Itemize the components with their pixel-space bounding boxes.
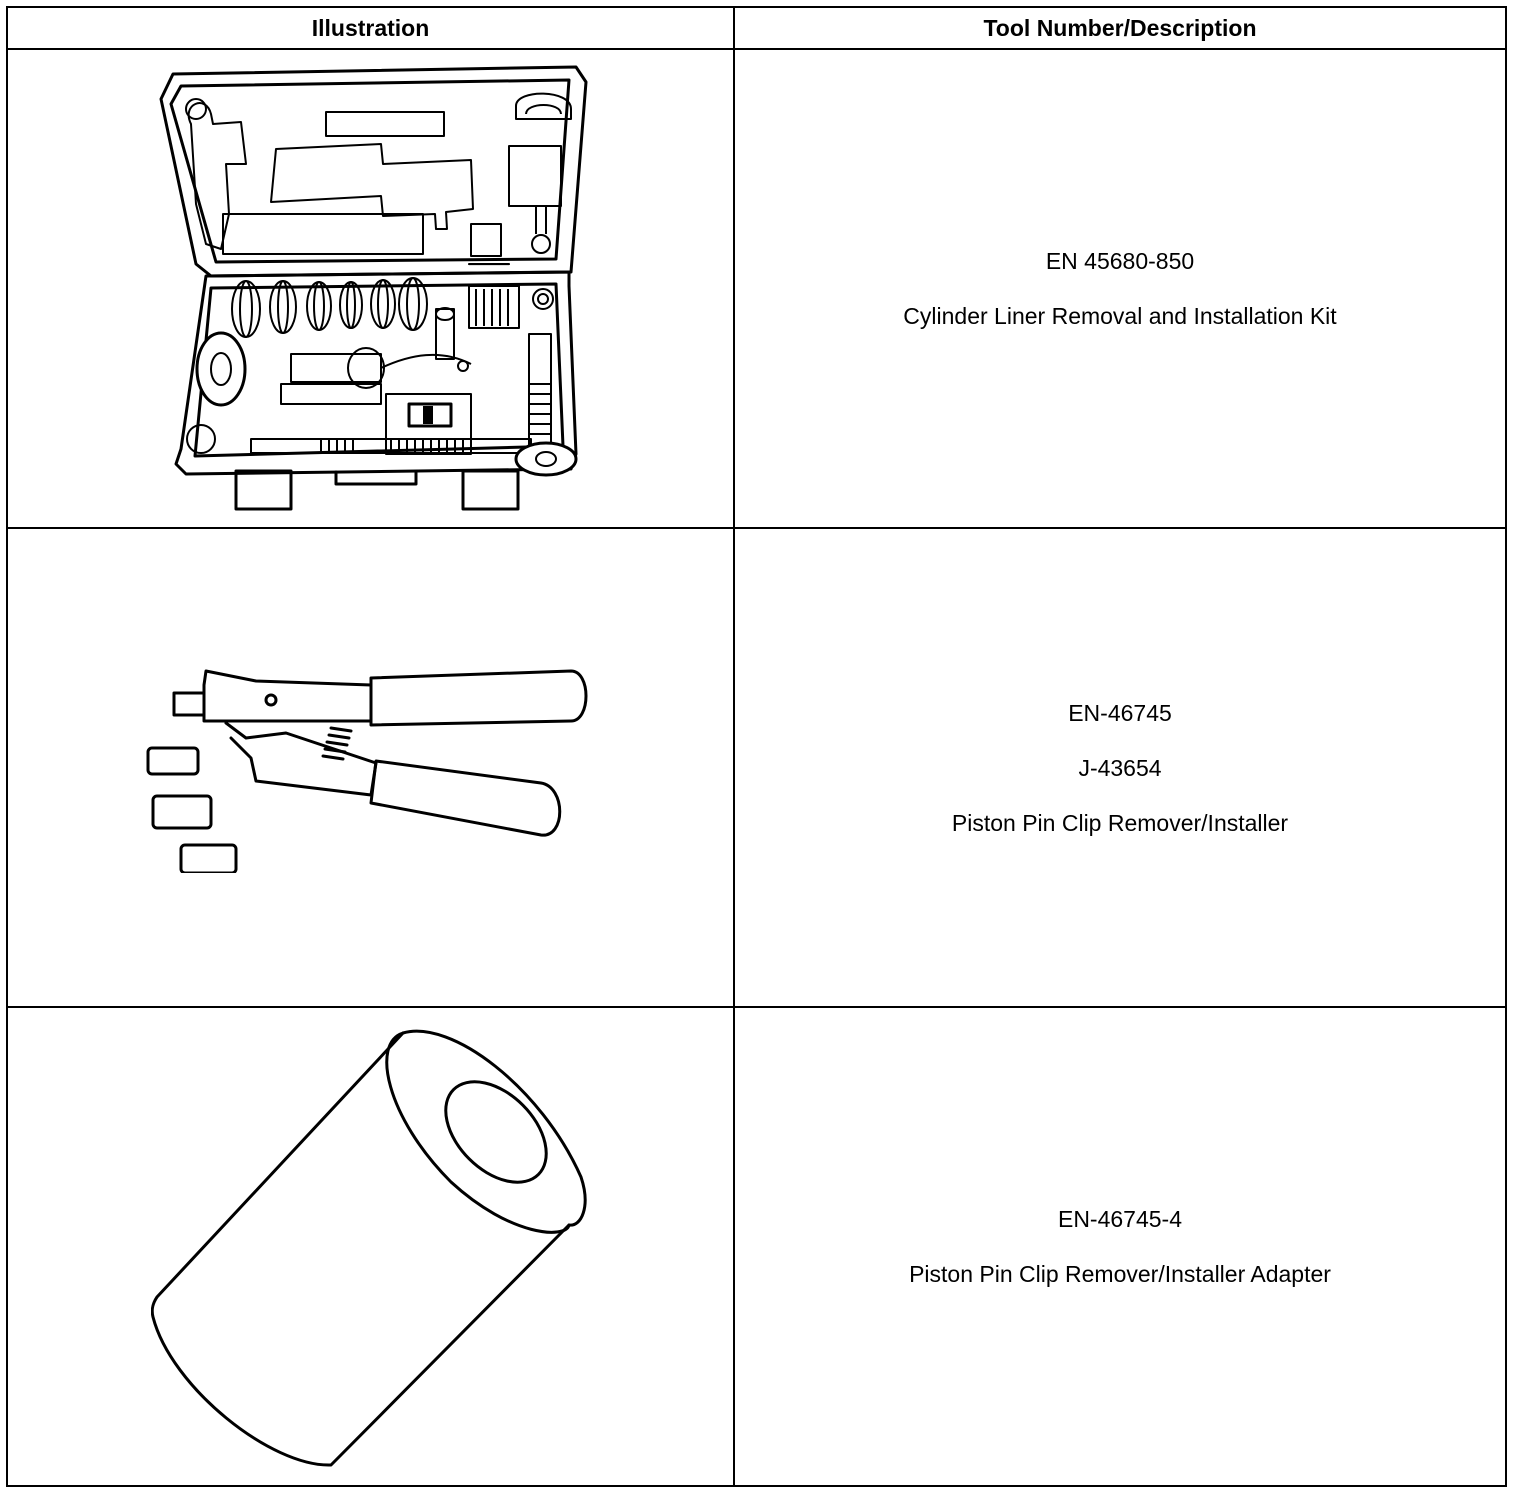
illustration-header: Illustration (7, 7, 734, 49)
table-row (7, 1007, 1506, 1486)
adapter-sleeve-icon (151, 1027, 591, 1467)
clip-pliers-icon (146, 663, 596, 873)
tool-number: EN-46745 (1068, 699, 1172, 726)
tool-case-kit-icon (151, 64, 591, 514)
table-row (7, 528, 1506, 1007)
header-row (7, 7, 1506, 49)
table-row (7, 49, 1506, 528)
tool-description: Piston Pin Clip Remover/Installer (951, 809, 1289, 836)
illustration-cell (7, 49, 734, 528)
tool-description-cell (734, 528, 1506, 1007)
special-tools-table (6, 6, 1507, 1487)
tool-description: Cylinder Liner Removal and Installation Kit (903, 303, 1337, 329)
tool-number-alt: J-43654 (1078, 754, 1162, 781)
tool-number: EN 45680-850 (1045, 248, 1195, 274)
tool-number: EN-46745-4 (1057, 1206, 1183, 1232)
tool-description-cell (734, 49, 1506, 528)
tool-description-header: Tool Number/Description (734, 7, 1506, 49)
illustration-cell (7, 1007, 734, 1486)
tool-description-cell (734, 1007, 1506, 1486)
tool-description: Piston Pin Clip Remover/Installer Adapter (909, 1261, 1331, 1287)
illustration-cell (7, 528, 734, 1007)
